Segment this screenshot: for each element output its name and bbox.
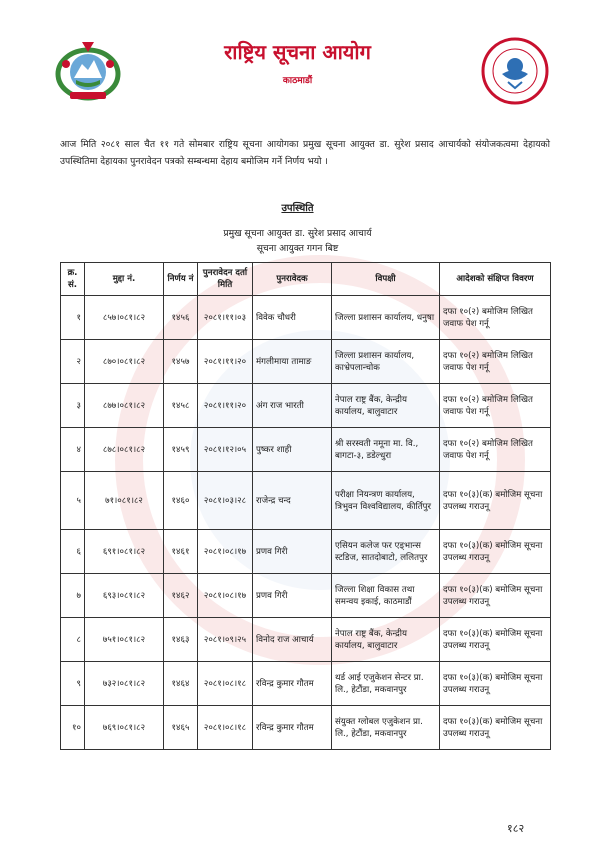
cell-respondent: जिल्ला प्रशासन कार्यालय, काभ्रेपलान्चोक <box>332 340 440 384</box>
cell-respondent: जिल्ला शिक्षा विकास तथा समन्वय इकाई, काठमाडौं <box>332 574 440 618</box>
cell-decision-no: १४६४ <box>164 662 198 706</box>
member-commissioner: सूचना आयुक्त गगन बिष्ट <box>256 243 339 254</box>
page-title: राष्ट्रिय सूचना आयोग <box>224 40 371 64</box>
cell-sn: २ <box>61 340 85 384</box>
cell-order: दफा १०(२) बमोजिम लिखित जवाफ पेश गर्नू <box>440 428 551 472</box>
cell-decision-no: १४६३ <box>164 618 198 662</box>
col-header-order-summary: आदेशको संक्षिप्त विवरण <box>440 263 551 296</box>
cell-order: दफा १०(२) बमोजिम लिखित जवाफ पेश गर्नू <box>440 340 551 384</box>
commission-seal-logo <box>480 36 550 106</box>
cell-case-no: ८५७।०८१।८२ <box>85 296 164 340</box>
cell-case-no: ७३२।०८१।८२ <box>85 662 164 706</box>
cell-case-no: ७६९।०८१।८२ <box>85 706 164 750</box>
cell-case-no: ८७८।०८१।८२ <box>85 428 164 472</box>
cell-respondent: एसियन कलेज फर एड्भान्स स्टडिज, सातदोबाटो, ललितपुर <box>332 530 440 574</box>
cell-sn: १० <box>61 706 85 750</box>
cell-sn: ८ <box>61 618 85 662</box>
cell-order: दफा १०(२) बमोजिम लिखित जवाफ पेश गर्नू <box>440 296 551 340</box>
cell-decision-no: १४५६ <box>164 296 198 340</box>
cell-appellant: विनोद राज आचार्य <box>253 618 332 662</box>
cell-decision-no: १४६५ <box>164 706 198 750</box>
cell-appellant: पुष्कर शाही <box>253 428 332 472</box>
cell-case-no: ७१।०८१।८२ <box>85 472 164 530</box>
table-row <box>61 574 551 618</box>
table-header-row <box>61 263 551 296</box>
cell-respondent: संयुक्त ग्लोबल एजुकेशन प्रा. लि., हेटौंडा, मकवानपुर <box>332 706 440 750</box>
table-row <box>61 618 551 662</box>
cell-appellant: रविन्द्र कुमार गौतम <box>253 706 332 750</box>
cell-respondent: नेपाल राष्ट्र बैंक, केन्द्रीय कार्यालय, बालुवाटार <box>332 618 440 662</box>
col-header-decision-no: निर्णय नं <box>164 263 198 296</box>
cell-sn: ९ <box>61 662 85 706</box>
cell-order: दफा १०(३)(क) बमोजिम सूचना उपलब्ध गराउनू <box>440 472 551 530</box>
cell-sn: १ <box>61 296 85 340</box>
cell-sn: ३ <box>61 384 85 428</box>
attendance-heading: उपस्थिति <box>281 203 314 214</box>
cell-case-no: ८७७।०८१।८२ <box>85 384 164 428</box>
cell-date: २०८१।०३।२८ <box>198 472 253 530</box>
cell-sn: ५ <box>61 472 85 530</box>
col-header-sn: क्र. सं. <box>61 263 85 296</box>
cell-date: २०८१।०८।१७ <box>198 530 253 574</box>
cell-date: २०८१।०८।१८ <box>198 662 253 706</box>
attendance-members <box>0 226 595 256</box>
cell-date: २०८१।११।२० <box>198 384 253 428</box>
table-row <box>61 384 551 428</box>
cell-decision-no: १४५७ <box>164 340 198 384</box>
cell-appellant: प्रणव गिरी <box>253 574 332 618</box>
cell-order: दफा १०(३)(क) बमोजिम सूचना उपलब्ध गराउनू <box>440 662 551 706</box>
cell-order: दफा १०(३)(क) बमोजिम सूचना उपलब्ध गराउनू <box>440 618 551 662</box>
cell-case-no: ६९३।०८१।८२ <box>85 574 164 618</box>
cell-case-no: ८७०।०८१।८२ <box>85 340 164 384</box>
cell-appellant: प्रणव गिरी <box>253 530 332 574</box>
cell-sn: ६ <box>61 530 85 574</box>
cell-date: २०८१।१२।०५ <box>198 428 253 472</box>
table-row <box>61 662 551 706</box>
cell-appellant: मंगलीमाया तामाङ <box>253 340 332 384</box>
cell-appellant: अंग राज भारती <box>253 384 332 428</box>
cell-decision-no: १४६१ <box>164 530 198 574</box>
cell-decision-no: १४६० <box>164 472 198 530</box>
table-row <box>61 706 551 750</box>
cell-appellant: राजेन्द्र चन्द <box>253 472 332 530</box>
table-row <box>61 472 551 530</box>
col-header-case-no: मुद्दा नं. <box>85 263 164 296</box>
col-header-date: पुनरावेदन दर्ता मिति <box>198 263 253 296</box>
table-row <box>61 428 551 472</box>
table-row <box>61 530 551 574</box>
cell-appellant: रविन्द्र कुमार गौतम <box>253 662 332 706</box>
page-number: १८२ <box>507 822 525 835</box>
cell-order: दफा १०(३)(क) बमोजिम सूचना उपलब्ध गराउनू <box>440 706 551 750</box>
cell-date: २०८१।११।२० <box>198 340 253 384</box>
cell-appellant: विवेक चौधरी <box>253 296 332 340</box>
table-row <box>61 296 551 340</box>
cell-date: २०८१।११।०३ <box>198 296 253 340</box>
col-header-appellant: पुनरावेदक <box>253 263 332 296</box>
cell-date: २०८१।०८।१७ <box>198 574 253 618</box>
cell-decision-no: १४५८ <box>164 384 198 428</box>
cell-decision-no: १४५९ <box>164 428 198 472</box>
cell-date: २०८१।०९।२५ <box>198 618 253 662</box>
member-chief-commissioner: प्रमुख सूचना आयुक्त डा. सुरेश प्रसाद आचार्य <box>223 228 372 239</box>
col-header-respondent: विपक्षी <box>332 263 440 296</box>
cell-respondent: श्री सरस्वती नमूना मा. वि., बागटा-३, डडेल्धुरा <box>332 428 440 472</box>
cell-respondent: परीक्षा नियन्त्रण कार्यालय, त्रिभुवन विश्वविद्यालय, कीर्तिपुर <box>332 472 440 530</box>
cell-respondent: जिल्ला प्रशासन कार्यालय, धनुषा <box>332 296 440 340</box>
cell-order: दफा १०(३)(क) बमोजिम सूचना उपलब्ध गराउनू <box>440 530 551 574</box>
cell-decision-no: १४६२ <box>164 574 198 618</box>
page-subtitle: काठमाडौं <box>282 76 313 86</box>
decision-table <box>60 262 551 750</box>
cell-respondent: थर्ड आई एजुकेशन सेन्टर प्रा. लि., हेटौंडा, मकवानपुर <box>332 662 440 706</box>
intro-paragraph: आज मिति २०८१ साल चैत ११ गते सोमबार राष्ट्रिय सूचना आयोगका प्रमुख सूचना आयुक्त डा. सुरेश प्रसाद आचार्यको संयोजकत्वमा देहायको उपस्थितिमा देहायका पुनरावेदन पत्रको सम्बन्धमा देहाय बमोजिम गर्ने निर्णय भयो । <box>60 139 550 167</box>
cell-case-no: ६९१।०८१।८२ <box>85 530 164 574</box>
cell-case-no: ७५१।०८१।८२ <box>85 618 164 662</box>
cell-order: दफा १०(३)(क) बमोजिम सूचना उपलब्ध गराउनू <box>440 574 551 618</box>
cell-sn: ४ <box>61 428 85 472</box>
table-row <box>61 340 551 384</box>
cell-respondent: नेपाल राष्ट्र बैंक, केन्द्रीय कार्यालय, बालुवाटार <box>332 384 440 428</box>
cell-order: दफा १०(२) बमोजिम लिखित जवाफ पेश गर्नू <box>440 384 551 428</box>
cell-date: २०८१।०८।१८ <box>198 706 253 750</box>
cell-sn: ७ <box>61 574 85 618</box>
